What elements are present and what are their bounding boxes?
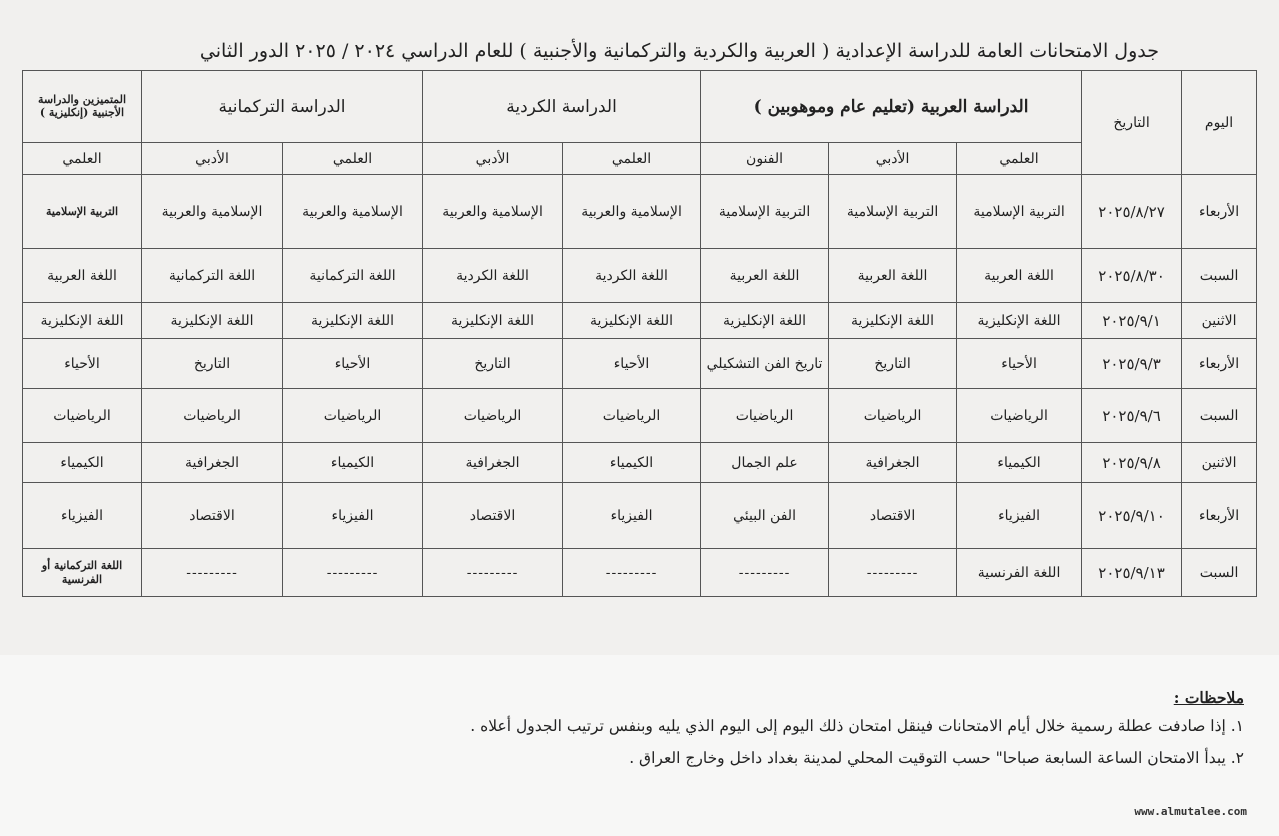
subject-cell: الإسلامية والعربية bbox=[283, 175, 423, 249]
subject-cell: الفن البيئي bbox=[701, 483, 829, 549]
subject-cell: تاريخ الفن التشكيلي bbox=[701, 339, 829, 389]
branch-header: العلمي bbox=[563, 143, 701, 175]
schedule-row bbox=[23, 175, 1257, 249]
subject-cell: الكيمياء bbox=[23, 443, 142, 483]
subject-cell: الكيمياء bbox=[283, 443, 423, 483]
day-cell: الاثنين bbox=[1182, 303, 1257, 339]
note-item: ١. إذا صادفت عطلة رسمية خلال أيام الامتحانات فينقل امتحان ذلك اليوم إلى اليوم الذي يليه وبنفس ترتيب الجدول أعلاه . bbox=[470, 717, 1244, 735]
subject-cell: الأحياء bbox=[563, 339, 701, 389]
subject-cell: اللغة التركمانية bbox=[283, 249, 423, 303]
subject-cell: الأحياء bbox=[283, 339, 423, 389]
subject-cell: اللغة الفرنسية bbox=[957, 549, 1082, 597]
day-cell: الأربعاء bbox=[1182, 175, 1257, 249]
subject-cell: الفيزياء bbox=[563, 483, 701, 549]
subject-cell: الإسلامية والعربية bbox=[142, 175, 283, 249]
branch-header: العلمي bbox=[23, 143, 142, 175]
subject-cell: اللغة الإنكليزية bbox=[23, 303, 142, 339]
subject-cell: الاقتصاد bbox=[142, 483, 283, 549]
subject-cell: الرياضيات bbox=[283, 389, 423, 443]
schedule-row bbox=[23, 443, 1257, 483]
day-cell: الاثنين bbox=[1182, 443, 1257, 483]
subject-cell: الأحياء bbox=[957, 339, 1082, 389]
subject-cell: اللغة العربية bbox=[829, 249, 957, 303]
subject-cell: التربية الإسلامية bbox=[23, 175, 142, 249]
date-cell: ٢٠٢٥/٩/٦ bbox=[1082, 389, 1182, 443]
date-cell: ٢٠٢٥/٩/١٠ bbox=[1082, 483, 1182, 549]
branch-header: الفنون bbox=[701, 143, 829, 175]
subject-cell: الأحياء bbox=[23, 339, 142, 389]
arabic-study-header: الدراسة العربية (تعليم عام وموهوبين ) bbox=[701, 71, 1082, 143]
subject-cell: اللغة العربية bbox=[701, 249, 829, 303]
subject-cell: --------- bbox=[563, 549, 701, 597]
foreign-study-header: المتميزين والدراسة الأجنبية (إنكليزية ) bbox=[23, 71, 142, 143]
date-cell: ٢٠٢٥/٩/١ bbox=[1082, 303, 1182, 339]
subject-cell: اللغة الإنكليزية bbox=[563, 303, 701, 339]
subject-cell: اللغة الكردية bbox=[423, 249, 563, 303]
subject-cell: الفيزياء bbox=[957, 483, 1082, 549]
date-header: التاريخ bbox=[1082, 71, 1182, 175]
subject-cell: اللغة الإنكليزية bbox=[701, 303, 829, 339]
subject-cell: الرياضيات bbox=[829, 389, 957, 443]
branch-header: الأدبي bbox=[423, 143, 563, 175]
schedule-row bbox=[23, 549, 1257, 597]
branch-header: العلمي bbox=[957, 143, 1082, 175]
schedule-row bbox=[23, 339, 1257, 389]
subject-cell: --------- bbox=[829, 549, 957, 597]
subject-cell: الرياضيات bbox=[563, 389, 701, 443]
date-cell: ٢٠٢٥/٨/٣٠ bbox=[1082, 249, 1182, 303]
kurdish-study-header: الدراسة الكردية bbox=[423, 71, 701, 143]
subject-cell: الجغرافية bbox=[423, 443, 563, 483]
subject-cell: الاقتصاد bbox=[829, 483, 957, 549]
subject-cell: اللغة الإنكليزية bbox=[142, 303, 283, 339]
subject-cell: التربية الإسلامية bbox=[957, 175, 1082, 249]
schedule-row bbox=[23, 483, 1257, 549]
subject-cell: الفيزياء bbox=[23, 483, 142, 549]
branch-header-row bbox=[23, 143, 1257, 175]
page-title: جدول الامتحانات العامة للدراسة الإعدادية ( العربية والكردية والتركمانية والأجنبية ) للعام الدراسي ٢٠٢٤ / ٢٠٢٥ الدور الثاني bbox=[199, 40, 1159, 62]
subject-cell: الاقتصاد bbox=[423, 483, 563, 549]
schedule-row bbox=[23, 389, 1257, 443]
day-cell: الأربعاء bbox=[1182, 483, 1257, 549]
subject-cell: الرياضيات bbox=[142, 389, 283, 443]
exam-schedule-table bbox=[22, 70, 1257, 597]
subject-cell: التربية الإسلامية bbox=[701, 175, 829, 249]
subject-cell: الكيمياء bbox=[563, 443, 701, 483]
day-cell: السبت bbox=[1182, 549, 1257, 597]
notes-heading: ملاحظات : bbox=[1173, 688, 1244, 707]
subject-cell: اللغة العربية bbox=[23, 249, 142, 303]
branch-header: العلمي bbox=[283, 143, 423, 175]
turkmen-study-header: الدراسة التركمانية bbox=[142, 71, 423, 143]
date-cell: ٢٠٢٥/٩/١٣ bbox=[1082, 549, 1182, 597]
schedule-row bbox=[23, 249, 1257, 303]
subject-cell: --------- bbox=[423, 549, 563, 597]
subject-cell: اللغة الإنكليزية bbox=[957, 303, 1082, 339]
subject-cell: التاريخ bbox=[829, 339, 957, 389]
subject-cell: اللغة الكردية bbox=[563, 249, 701, 303]
day-cell: الأربعاء bbox=[1182, 339, 1257, 389]
group-header-row bbox=[23, 71, 1257, 143]
site-watermark: www.almutalee.com bbox=[1134, 805, 1247, 818]
schedule-row bbox=[23, 303, 1257, 339]
subject-cell: الإسلامية والعربية bbox=[423, 175, 563, 249]
subject-cell: اللغة التركمانية أو الفرنسية bbox=[23, 549, 142, 597]
subject-cell: الرياضيات bbox=[423, 389, 563, 443]
date-cell: ٢٠٢٥/٩/٨ bbox=[1082, 443, 1182, 483]
subject-cell: اللغة الإنكليزية bbox=[423, 303, 563, 339]
subject-cell: اللغة التركمانية bbox=[142, 249, 283, 303]
subject-cell: الرياضيات bbox=[701, 389, 829, 443]
note-item: ٢. يبدأ الامتحان الساعة السابعة صباحا" حسب التوقيت المحلي لمدينة بغداد داخل وخارج العراق . bbox=[629, 749, 1244, 767]
subject-cell: الإسلامية والعربية bbox=[563, 175, 701, 249]
day-header: اليوم bbox=[1182, 71, 1257, 175]
subject-cell: الرياضيات bbox=[23, 389, 142, 443]
subject-cell: اللغة الإنكليزية bbox=[829, 303, 957, 339]
day-cell: السبت bbox=[1182, 249, 1257, 303]
date-cell: ٢٠٢٥/٨/٢٧ bbox=[1082, 175, 1182, 249]
subject-cell: الفيزياء bbox=[283, 483, 423, 549]
subject-cell: التربية الإسلامية bbox=[829, 175, 957, 249]
subject-cell: التاريخ bbox=[423, 339, 563, 389]
subject-cell: الكيمياء bbox=[957, 443, 1082, 483]
day-cell: السبت bbox=[1182, 389, 1257, 443]
branch-header: الأدبي bbox=[142, 143, 283, 175]
subject-cell: اللغة الإنكليزية bbox=[283, 303, 423, 339]
subject-cell: الرياضيات bbox=[957, 389, 1082, 443]
subject-cell: الجغرافية bbox=[829, 443, 957, 483]
subject-cell: --------- bbox=[701, 549, 829, 597]
subject-cell: --------- bbox=[283, 549, 423, 597]
branch-header: الأدبي bbox=[829, 143, 957, 175]
subject-cell: اللغة العربية bbox=[957, 249, 1082, 303]
subject-cell: --------- bbox=[142, 549, 283, 597]
date-cell: ٢٠٢٥/٩/٣ bbox=[1082, 339, 1182, 389]
subject-cell: علم الجمال bbox=[701, 443, 829, 483]
notes-section bbox=[44, 688, 1244, 781]
subject-cell: التاريخ bbox=[142, 339, 283, 389]
subject-cell: الجغرافية bbox=[142, 443, 283, 483]
